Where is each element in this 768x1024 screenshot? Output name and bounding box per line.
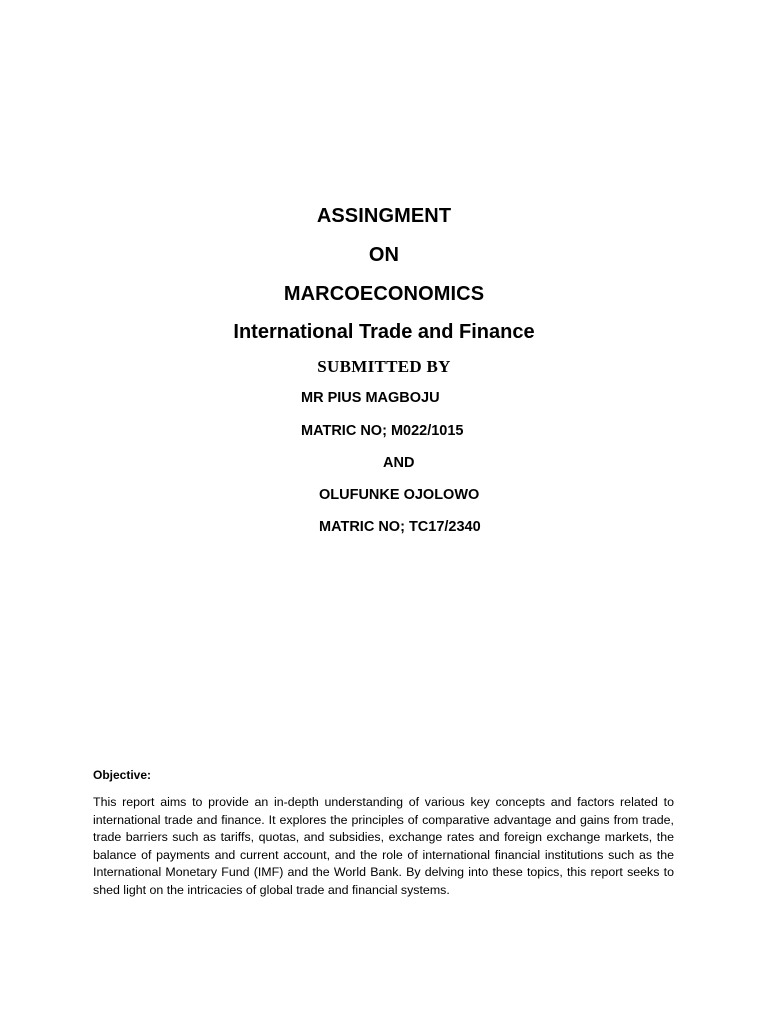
author1-name: MR PIUS MAGBOJU: [301, 390, 440, 406]
subtitle-international-trade: International Trade and Finance: [233, 321, 535, 343]
objective-paragraph: This report aims to provide an in-depth understanding of various key concepts and factors related to international trade and finance. It explores the principles of comparative advantage and gains from trade, trade barriers such as tariffs, quotas, and subsidies, exchange rates and foreign exchange markets, the balance of payments and current account, and the role of international financial institutions such as the International Monetary Fund (IMF) and the World Bank. By delving into these topics, this report seeks to shed light on the intricacies of global trade and financial systems.: [93, 795, 674, 897]
title-on: ON: [368, 244, 400, 266]
title-macroeconomics: MARCOECONOMICS: [283, 283, 485, 305]
author2-name: OLUFUNKE OJOLOWO: [319, 487, 480, 503]
submitted-by-label: SUBMITTED BY: [317, 357, 451, 376]
author2-matric: MATRIC NO; TC17/2340: [319, 519, 481, 535]
objective-heading: Objective:: [93, 768, 152, 782]
author1-matric: MATRIC NO; M022/1015: [301, 423, 464, 439]
conjunction-and: AND: [383, 455, 415, 471]
title-assignment: ASSINGMENT: [316, 205, 452, 227]
